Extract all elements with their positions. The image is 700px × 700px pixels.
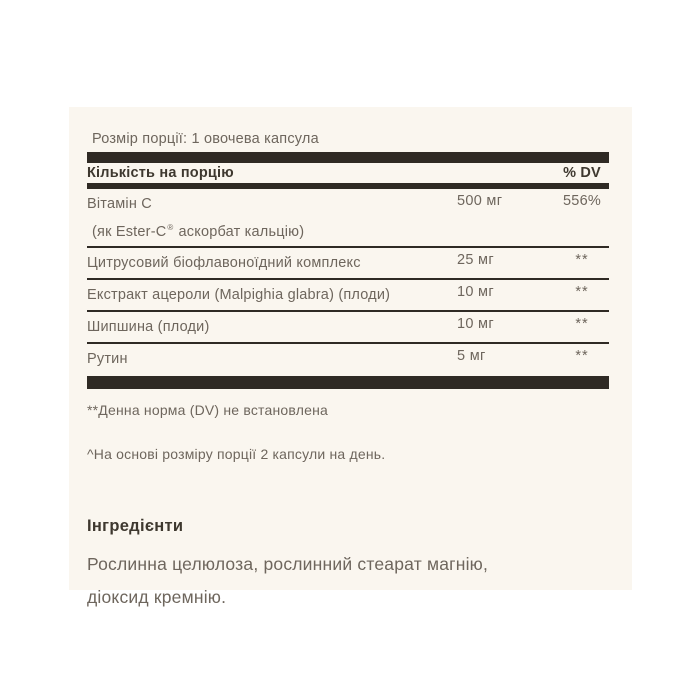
ingredients-line: Рослинна целюлоза, рослинний стеарат магнію, — [87, 554, 489, 574]
nutrient-row-acerola-extract — [87, 280, 609, 312]
nutrient-row-citrus-bioflavonoid — [87, 248, 609, 280]
nutrient-row-rose-hips — [87, 312, 609, 344]
nutrient-dv: 556% — [563, 193, 601, 209]
nutrient-amount: 25 мг — [457, 252, 494, 268]
separator-bar-top — [87, 152, 609, 163]
nutrient-dv: ** — [575, 348, 589, 364]
header-percent-dv-label: % DV — [563, 165, 601, 181]
nutrient-amount: 10 мг — [457, 284, 494, 300]
separator-bar-bottom — [87, 376, 609, 389]
nutrient-amount: 10 мг — [457, 316, 494, 332]
ingredients-line: діоксид кремнію. — [87, 587, 227, 607]
supplement-facts-content — [87, 107, 609, 614]
vitamin-c-sub-label — [87, 212, 609, 240]
nutrient-dv: ** — [575, 284, 589, 300]
supplement-facts-panel — [69, 107, 632, 607]
nutrient-amount: 5 мг — [457, 348, 486, 364]
footnote-serving-basis: ^На основі розміру порції 2 капсули на день. — [87, 446, 386, 462]
nutrient-name: Шипшина (плоди) — [87, 319, 210, 335]
nutrient-name: Рутин — [87, 351, 128, 367]
ingredients-heading: Інгредієнти — [87, 517, 184, 535]
footnote-daily-value: **Денна норма (DV) не встановлена — [87, 402, 329, 418]
nutrient-name: Цитрусовий біофлавоноїдний комплекс — [87, 255, 361, 271]
nutrient-dv: ** — [575, 316, 589, 332]
nutrient-row-vitamin-c — [87, 189, 609, 248]
nutrient-dv: ** — [575, 252, 589, 268]
vitamin-c-sub-label-post: аскорбат кальцію) — [178, 224, 305, 240]
serving-size-line: Розмір порції: 1 овочева капсула — [92, 131, 319, 147]
header-amount-per-serving-label: Кількість на порцію — [87, 165, 234, 181]
nutrient-name: Екстракт ацероли (Malpighia glabra) (плоди) — [87, 287, 391, 303]
nutrient-row-rutin — [87, 344, 609, 376]
vitamin-c-sub-label-pre: (як Ester-C — [92, 224, 167, 240]
nutrient-name: Вітамін C — [87, 196, 152, 212]
nutrient-amount: 500 мг — [457, 193, 503, 209]
registered-trademark-mark: ® — [167, 223, 174, 232]
nutrient-row-main — [87, 194, 609, 212]
ingredients-text — [87, 548, 609, 614]
table-header-row — [87, 163, 609, 183]
